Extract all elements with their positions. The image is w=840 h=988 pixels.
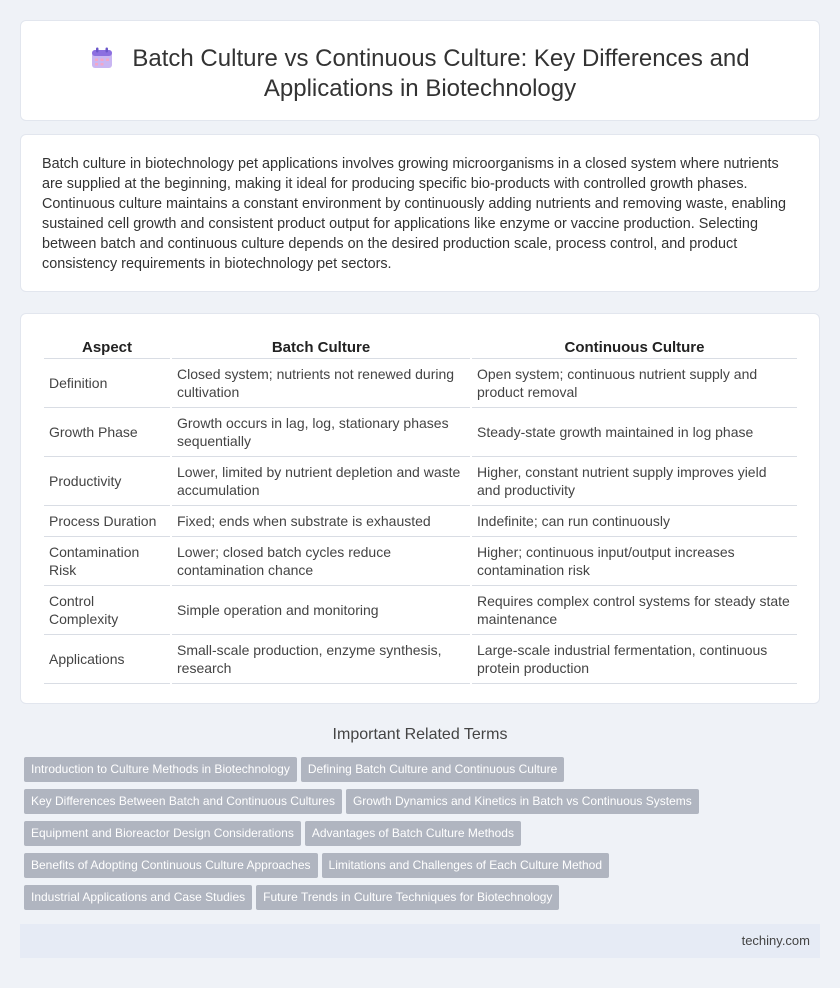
table-row	[44, 635, 797, 684]
row-continuous: Higher; continuous input/output increases contamination risk	[472, 537, 797, 586]
header-continuous: Continuous Culture	[472, 333, 797, 359]
tag-row	[24, 789, 814, 821]
tag-row	[24, 757, 814, 789]
header-aspect: Aspect	[44, 333, 170, 359]
related-term-tag[interactable]: Limitations and Challenges of Each Culture Method	[322, 853, 610, 878]
intro-card	[20, 134, 820, 292]
row-continuous: Indefinite; can run continuously	[472, 506, 797, 537]
footer	[20, 924, 820, 958]
row-aspect: Definition	[44, 359, 170, 408]
footer-site[interactable]: techiny.com	[741, 933, 810, 948]
row-batch: Small-scale production, enzyme synthesis, research	[172, 635, 470, 684]
row-aspect: Contamination Risk	[44, 537, 170, 586]
tag-row	[24, 853, 814, 885]
related-term-tag[interactable]: Industrial Applications and Case Studies	[24, 885, 252, 910]
row-batch: Lower; closed batch cycles reduce contamination chance	[172, 537, 470, 586]
intro-paragraph: Batch culture in biotechnology pet applications involves growing microorganisms in a closed system where nutrients are supplied at the beginning, making it ideal for producing specific bio-products with controlled growth phases. Continuous culture maintains a constant environment by continuously adding nutrients and removing waste, enabling sustained cell growth and consistent product output for applications like enzyme or vaccine production. Selecting between batch and continuous culture depends on the desired production scale, process control, and product consistency requirements in biotechnology pet sectors.	[42, 156, 786, 272]
related-terms-list	[24, 757, 814, 917]
calendar-icon	[90, 46, 114, 70]
related-term-tag[interactable]: Benefits of Adopting Continuous Culture Approaches	[24, 853, 318, 878]
table-row	[44, 359, 797, 408]
comparison-table	[42, 333, 799, 684]
row-aspect: Productivity	[44, 457, 170, 506]
table-header-row	[44, 333, 797, 359]
page-title	[21, 44, 819, 104]
table-row	[44, 457, 797, 506]
row-continuous: Open system; continuous nutrient supply and product removal	[472, 359, 797, 408]
row-aspect: Control Complexity	[44, 586, 170, 635]
related-term-tag[interactable]: Key Differences Between Batch and Continuous Cultures	[24, 789, 342, 814]
row-aspect: Process Duration	[44, 506, 170, 537]
row-continuous: Large-scale industrial fermentation, continuous protein production	[472, 635, 797, 684]
table-row	[44, 408, 797, 457]
related-term-tag[interactable]: Advantages of Batch Culture Methods	[305, 821, 521, 846]
related-term-tag[interactable]: Defining Batch Culture and Continuous Culture	[301, 757, 564, 782]
row-continuous: Requires complex control systems for steady state maintenance	[472, 586, 797, 635]
row-batch: Simple operation and monitoring	[172, 586, 470, 635]
row-batch: Growth occurs in lag, log, stationary phases sequentially	[172, 408, 470, 457]
related-term-tag[interactable]: Future Trends in Culture Techniques for Biotechnology	[256, 885, 559, 910]
table-row	[44, 506, 797, 537]
tag-row	[24, 885, 814, 917]
row-aspect: Applications	[44, 635, 170, 684]
comparison-card	[20, 313, 820, 704]
related-terms-title: Important Related Terms	[332, 726, 508, 743]
title-line-1: Batch Culture vs Continuous Culture: Key Differences and	[132, 45, 750, 72]
table-row	[44, 537, 797, 586]
related-term-tag[interactable]: Equipment and Bioreactor Design Considerations	[24, 821, 301, 846]
row-batch: Closed system; nutrients not renewed during cultivation	[172, 359, 470, 408]
header-batch: Batch Culture	[172, 333, 470, 359]
row-continuous: Steady-state growth maintained in log phase	[472, 408, 797, 457]
row-batch: Fixed; ends when substrate is exhausted	[172, 506, 470, 537]
row-batch: Lower, limited by nutrient depletion and waste accumulation	[172, 457, 470, 506]
related-term-tag[interactable]: Growth Dynamics and Kinetics in Batch vs Continuous Systems	[346, 789, 699, 814]
related-term-tag[interactable]: Introduction to Culture Methods in Biotechnology	[24, 757, 297, 782]
row-aspect: Growth Phase	[44, 408, 170, 457]
tag-row	[24, 821, 814, 853]
title-line-2: Applications in Biotechnology	[263, 75, 577, 102]
row-continuous: Higher, constant nutrient supply improves yield and productivity	[472, 457, 797, 506]
table-row	[44, 586, 797, 635]
header-card	[20, 20, 820, 121]
